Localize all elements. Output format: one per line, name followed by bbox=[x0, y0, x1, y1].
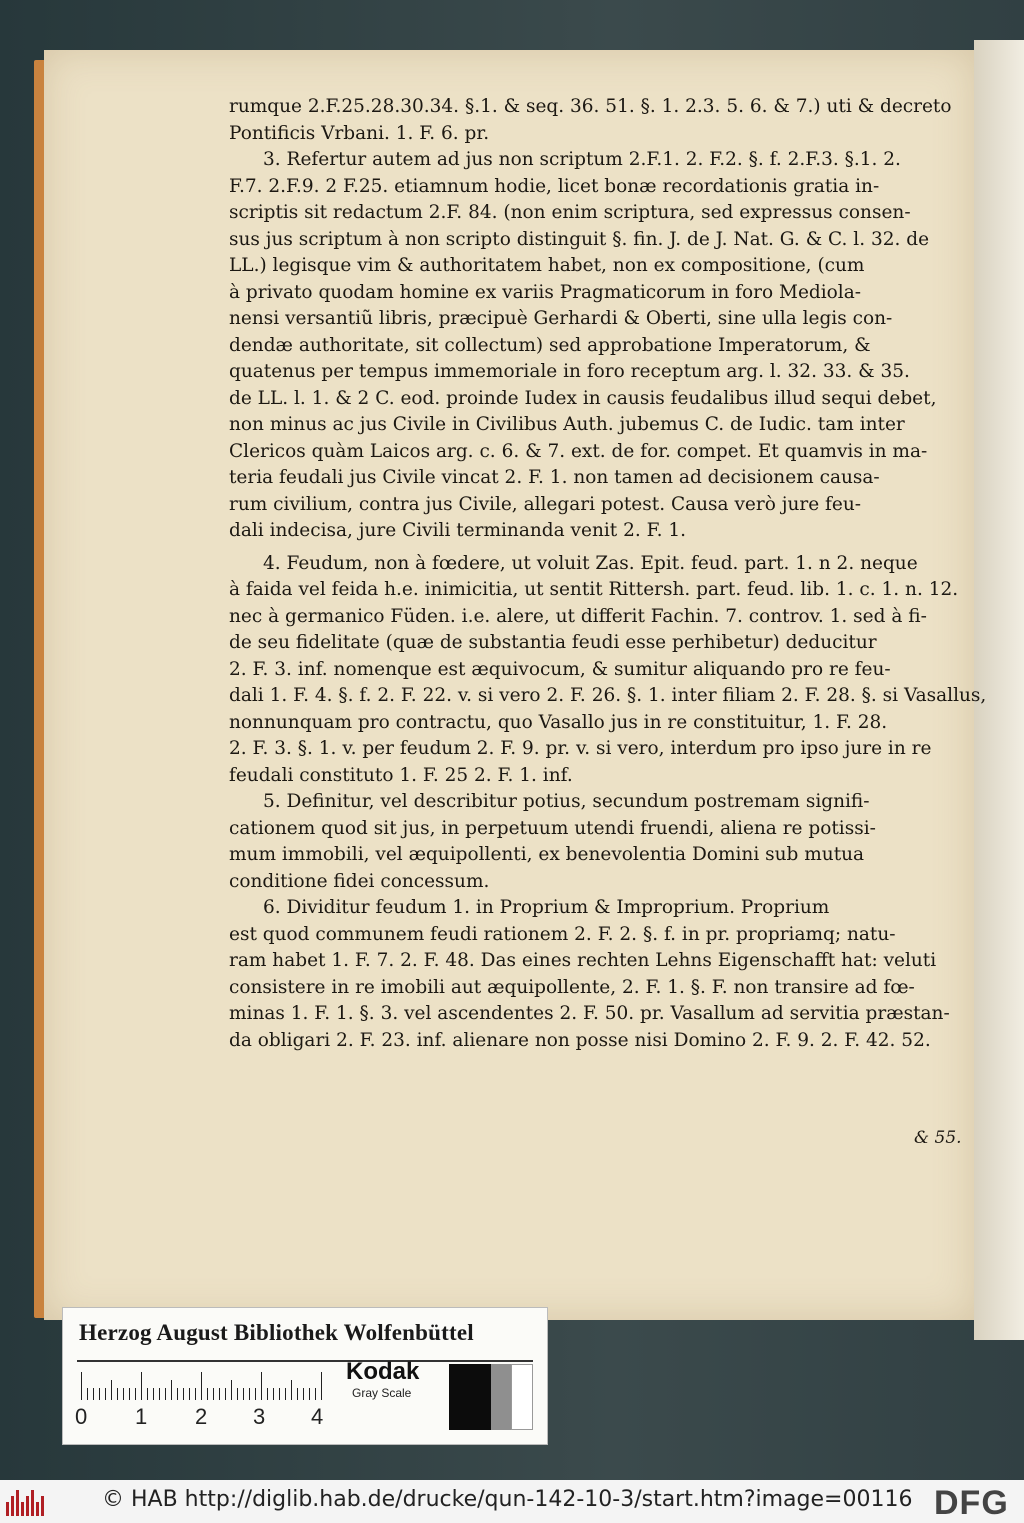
ruler-tick bbox=[93, 1388, 94, 1400]
ruler-tick bbox=[231, 1380, 232, 1400]
text-line: Clericos quàm Laicos arg. c. 6. & 7. ext. de for. compet. Et quamvis in ma- bbox=[229, 440, 928, 462]
ruler-tick bbox=[171, 1380, 172, 1400]
ruler-tick bbox=[213, 1388, 214, 1400]
text-line: rumque 2.F.25.28.30.34. §.1. & seq. 36. 51. §. 1. 2.3. 5. 6. & 7.) uti & decreto bbox=[229, 96, 952, 117]
ruler-tick bbox=[315, 1388, 316, 1400]
text-line: de seu fidelitate (quæ de substantia feudi esse perhibetur) deducitur bbox=[229, 632, 877, 653]
logo-bar bbox=[31, 1490, 34, 1516]
text-line: LL.) legisque vim & authoritatem habet, non ex compositione, (cum bbox=[229, 255, 865, 276]
text-line: dali 1. F. 4. §. f. 2. F. 22. v. si vero 2. F. 26. §. 1. inter filiam 2. F. 28. §. si Vasallus, bbox=[229, 685, 987, 706]
ruler-tick bbox=[183, 1388, 184, 1400]
card-divider bbox=[77, 1360, 533, 1362]
text-line: teria feudali jus Civile vincat 2. F. 1. non tamen ad decisionem causa- bbox=[229, 467, 880, 488]
ruler-tick bbox=[159, 1388, 160, 1400]
ruler-tick bbox=[237, 1388, 238, 1400]
ruler-number: 0 bbox=[75, 1404, 88, 1429]
text-line: à faida vel feida h.e. inimicitia, ut sentit Rittersh. part. feud. lib. 1. c. 1. n. 12. bbox=[229, 579, 959, 600]
text-line: 5. Definitur, vel describitur potius, secundum postremam signifi- bbox=[263, 791, 870, 812]
ruler-tick bbox=[147, 1388, 148, 1400]
ruler-tick bbox=[81, 1372, 82, 1400]
black-swatch bbox=[449, 1364, 491, 1430]
text-line: dali indecisa, jure Civili terminanda venit 2. F. 1. bbox=[229, 520, 686, 541]
text-line: F.7. 2.F.9. 2 F.25. etiamnum hodie, licet bonæ recordationis gratia in- bbox=[229, 175, 880, 197]
ruler-tick bbox=[99, 1388, 100, 1400]
footer-bar bbox=[0, 1480, 1024, 1523]
white-swatch bbox=[511, 1364, 533, 1430]
ruler-tick bbox=[285, 1388, 286, 1400]
ruler-tick bbox=[153, 1388, 154, 1400]
ruler-number: 1 bbox=[135, 1404, 148, 1429]
ruler-tick bbox=[303, 1388, 304, 1400]
text-line: da obligari 2. F. 23. inf. alienare non posse nisi Domino 2. F. 9. 2. F. 42. 52. bbox=[229, 1029, 931, 1051]
text-line: sus jus scriptum à non scripto distinguit §. fin. J. de J. Nat. G. & C. l. 32. de bbox=[229, 228, 930, 250]
text-line: 4. Feudum, non à fœdere, ut voluit Zas. Epit. feud. part. 1. n 2. neque bbox=[263, 552, 918, 574]
text-line: conditione fidei concessum. bbox=[229, 870, 490, 892]
text-line: nec à germanico Füden. i.e. alere, ut differit Fachin. 7. controv. 1. sed à fi- bbox=[229, 605, 927, 627]
text-line: nonnunquam pro contractu, quo Vasallo jus in re constituitur, 1. F. 28. bbox=[229, 711, 888, 733]
logo-bar bbox=[21, 1502, 24, 1516]
book-page bbox=[44, 50, 987, 1320]
text-line: feudali constituto 1. F. 25 2. F. 1. inf. bbox=[229, 764, 573, 786]
ruler-tick bbox=[291, 1380, 292, 1400]
text-line: cationem quod sit jus, in perpetuum utendi fruendi, aliena re potissi- bbox=[229, 817, 876, 839]
ruler-tick bbox=[267, 1388, 268, 1400]
text-line: 3. Refertur autem ad jus non scriptum 2.F.1. 2. F.2. §. f. 2.F.3. §.1. 2. bbox=[263, 149, 901, 170]
text-line: dendæ authoritate, sit collectum) sed approbatione Imperatorum, & bbox=[229, 334, 871, 356]
ruler-tick bbox=[189, 1388, 190, 1400]
text-line: de LL. l. 1. & 2 C. eod. proinde Iudex in causis feudalibus illud sequi debet, bbox=[229, 387, 937, 409]
ruler-number: 4 bbox=[311, 1404, 324, 1429]
text-line: 2. F. 3. inf. nomenque est æquivocum, & sumitur aliquando pro re feu- bbox=[229, 658, 891, 680]
kodak-label: Kodak bbox=[346, 1358, 420, 1385]
ruler-tick bbox=[297, 1388, 298, 1400]
color-scale-card bbox=[62, 1307, 548, 1445]
ruler-tick bbox=[123, 1388, 124, 1400]
dfg-logo: DFG bbox=[934, 1484, 1009, 1522]
gray-swatch bbox=[491, 1364, 511, 1430]
logo-bar bbox=[16, 1490, 19, 1516]
text-line: scriptis sit redactum 2.F. 84. (non enim scriptura, sed expressus consen- bbox=[229, 202, 911, 223]
logo-bar bbox=[11, 1496, 14, 1516]
ruler-tick bbox=[309, 1388, 310, 1400]
catchword: & 55. bbox=[914, 1128, 962, 1148]
ruler-tick bbox=[105, 1388, 106, 1400]
ruler-tick bbox=[111, 1380, 112, 1400]
page-text bbox=[229, 94, 989, 1054]
text-line: à privato quodam homine ex variis Pragmaticorum in foro Mediola- bbox=[229, 281, 861, 303]
text-line: rum civilium, contra jus Civile, allegari potest. Causa verò jure feu- bbox=[229, 493, 861, 515]
text-line: mum immobili, vel æquipollenti, ex benevolentia Domini sub mutua bbox=[229, 844, 865, 865]
ruler-tick bbox=[261, 1372, 262, 1400]
ruler-number: 2 bbox=[195, 1404, 208, 1429]
text-line: Pontificis Vrbani. 1. F. 6. pr. bbox=[229, 122, 490, 144]
ruler-tick bbox=[201, 1372, 202, 1400]
ruler-tick bbox=[135, 1388, 136, 1400]
logo-bar bbox=[6, 1502, 9, 1516]
ruler-tick bbox=[195, 1388, 196, 1400]
library-name: Herzog August Bibliothek Wolfenbüttel bbox=[79, 1320, 474, 1345]
ruler-number: 3 bbox=[253, 1404, 266, 1429]
ruler-tick bbox=[255, 1388, 256, 1400]
text-line: nensi versantiũ libris, præcipuè Gerhardi & Oberti, sine ulla legis con- bbox=[229, 308, 893, 329]
text-line: minas 1. F. 1. §. 3. vel ascendentes 2. F. 50. pr. Vasallum ad servitia præstan- bbox=[229, 1003, 950, 1024]
hab-logo-icon bbox=[6, 1488, 48, 1516]
text-line: 6. Dividitur feudum 1. in Proprium & Improprium. Proprium bbox=[263, 897, 830, 918]
logo-bar bbox=[41, 1496, 44, 1516]
ruler-tick bbox=[279, 1388, 280, 1400]
logo-bar bbox=[36, 1502, 39, 1516]
ruler-tick bbox=[141, 1372, 142, 1400]
ruler-tick bbox=[177, 1388, 178, 1400]
ruler-tick bbox=[117, 1388, 118, 1400]
text-line: 2. F. 3. §. 1. v. per feudum 2. F. 9. pr. v. si vero, interdum pro ipso jure in re bbox=[229, 738, 932, 759]
ruler-tick bbox=[129, 1388, 130, 1400]
ruler-tick bbox=[273, 1388, 274, 1400]
logo-bar bbox=[26, 1496, 29, 1516]
ruler-tick bbox=[243, 1388, 244, 1400]
ruler-tick bbox=[165, 1388, 166, 1400]
text-line: consistere in re imobili aut æquipollente, 2. F. 1. §. F. non transire ad fœ- bbox=[229, 976, 915, 998]
gray-scale-label: Gray Scale bbox=[352, 1386, 412, 1400]
text-line: ram habet 1. F. 7. 2. F. 48. Das eines rechten Lehns Eigenschafft hat: veluti bbox=[229, 950, 937, 971]
text-line: est quod communem feudi rationem 2. F. 2. §. f. in pr. propriamq; natu- bbox=[229, 923, 896, 945]
ruler-scale bbox=[81, 1370, 331, 1400]
ruler-tick bbox=[219, 1388, 220, 1400]
text-line: non minus ac jus Civile in Civilibus Auth. jubemus C. de Iudic. tam inter bbox=[229, 414, 905, 435]
copyright-url[interactable]: © HAB http://diglib.hab.de/drucke/qun-142-10-3/start.htm?image=00116 bbox=[102, 1487, 913, 1512]
text-line: quatenus per tempus immemoriale in foro receptum arg. l. 32. 33. & 35. bbox=[229, 361, 910, 382]
ruler-tick bbox=[207, 1388, 208, 1400]
ruler-tick bbox=[225, 1388, 226, 1400]
ruler-tick bbox=[87, 1388, 88, 1400]
ruler-tick bbox=[321, 1372, 322, 1400]
ruler-tick bbox=[249, 1388, 250, 1400]
